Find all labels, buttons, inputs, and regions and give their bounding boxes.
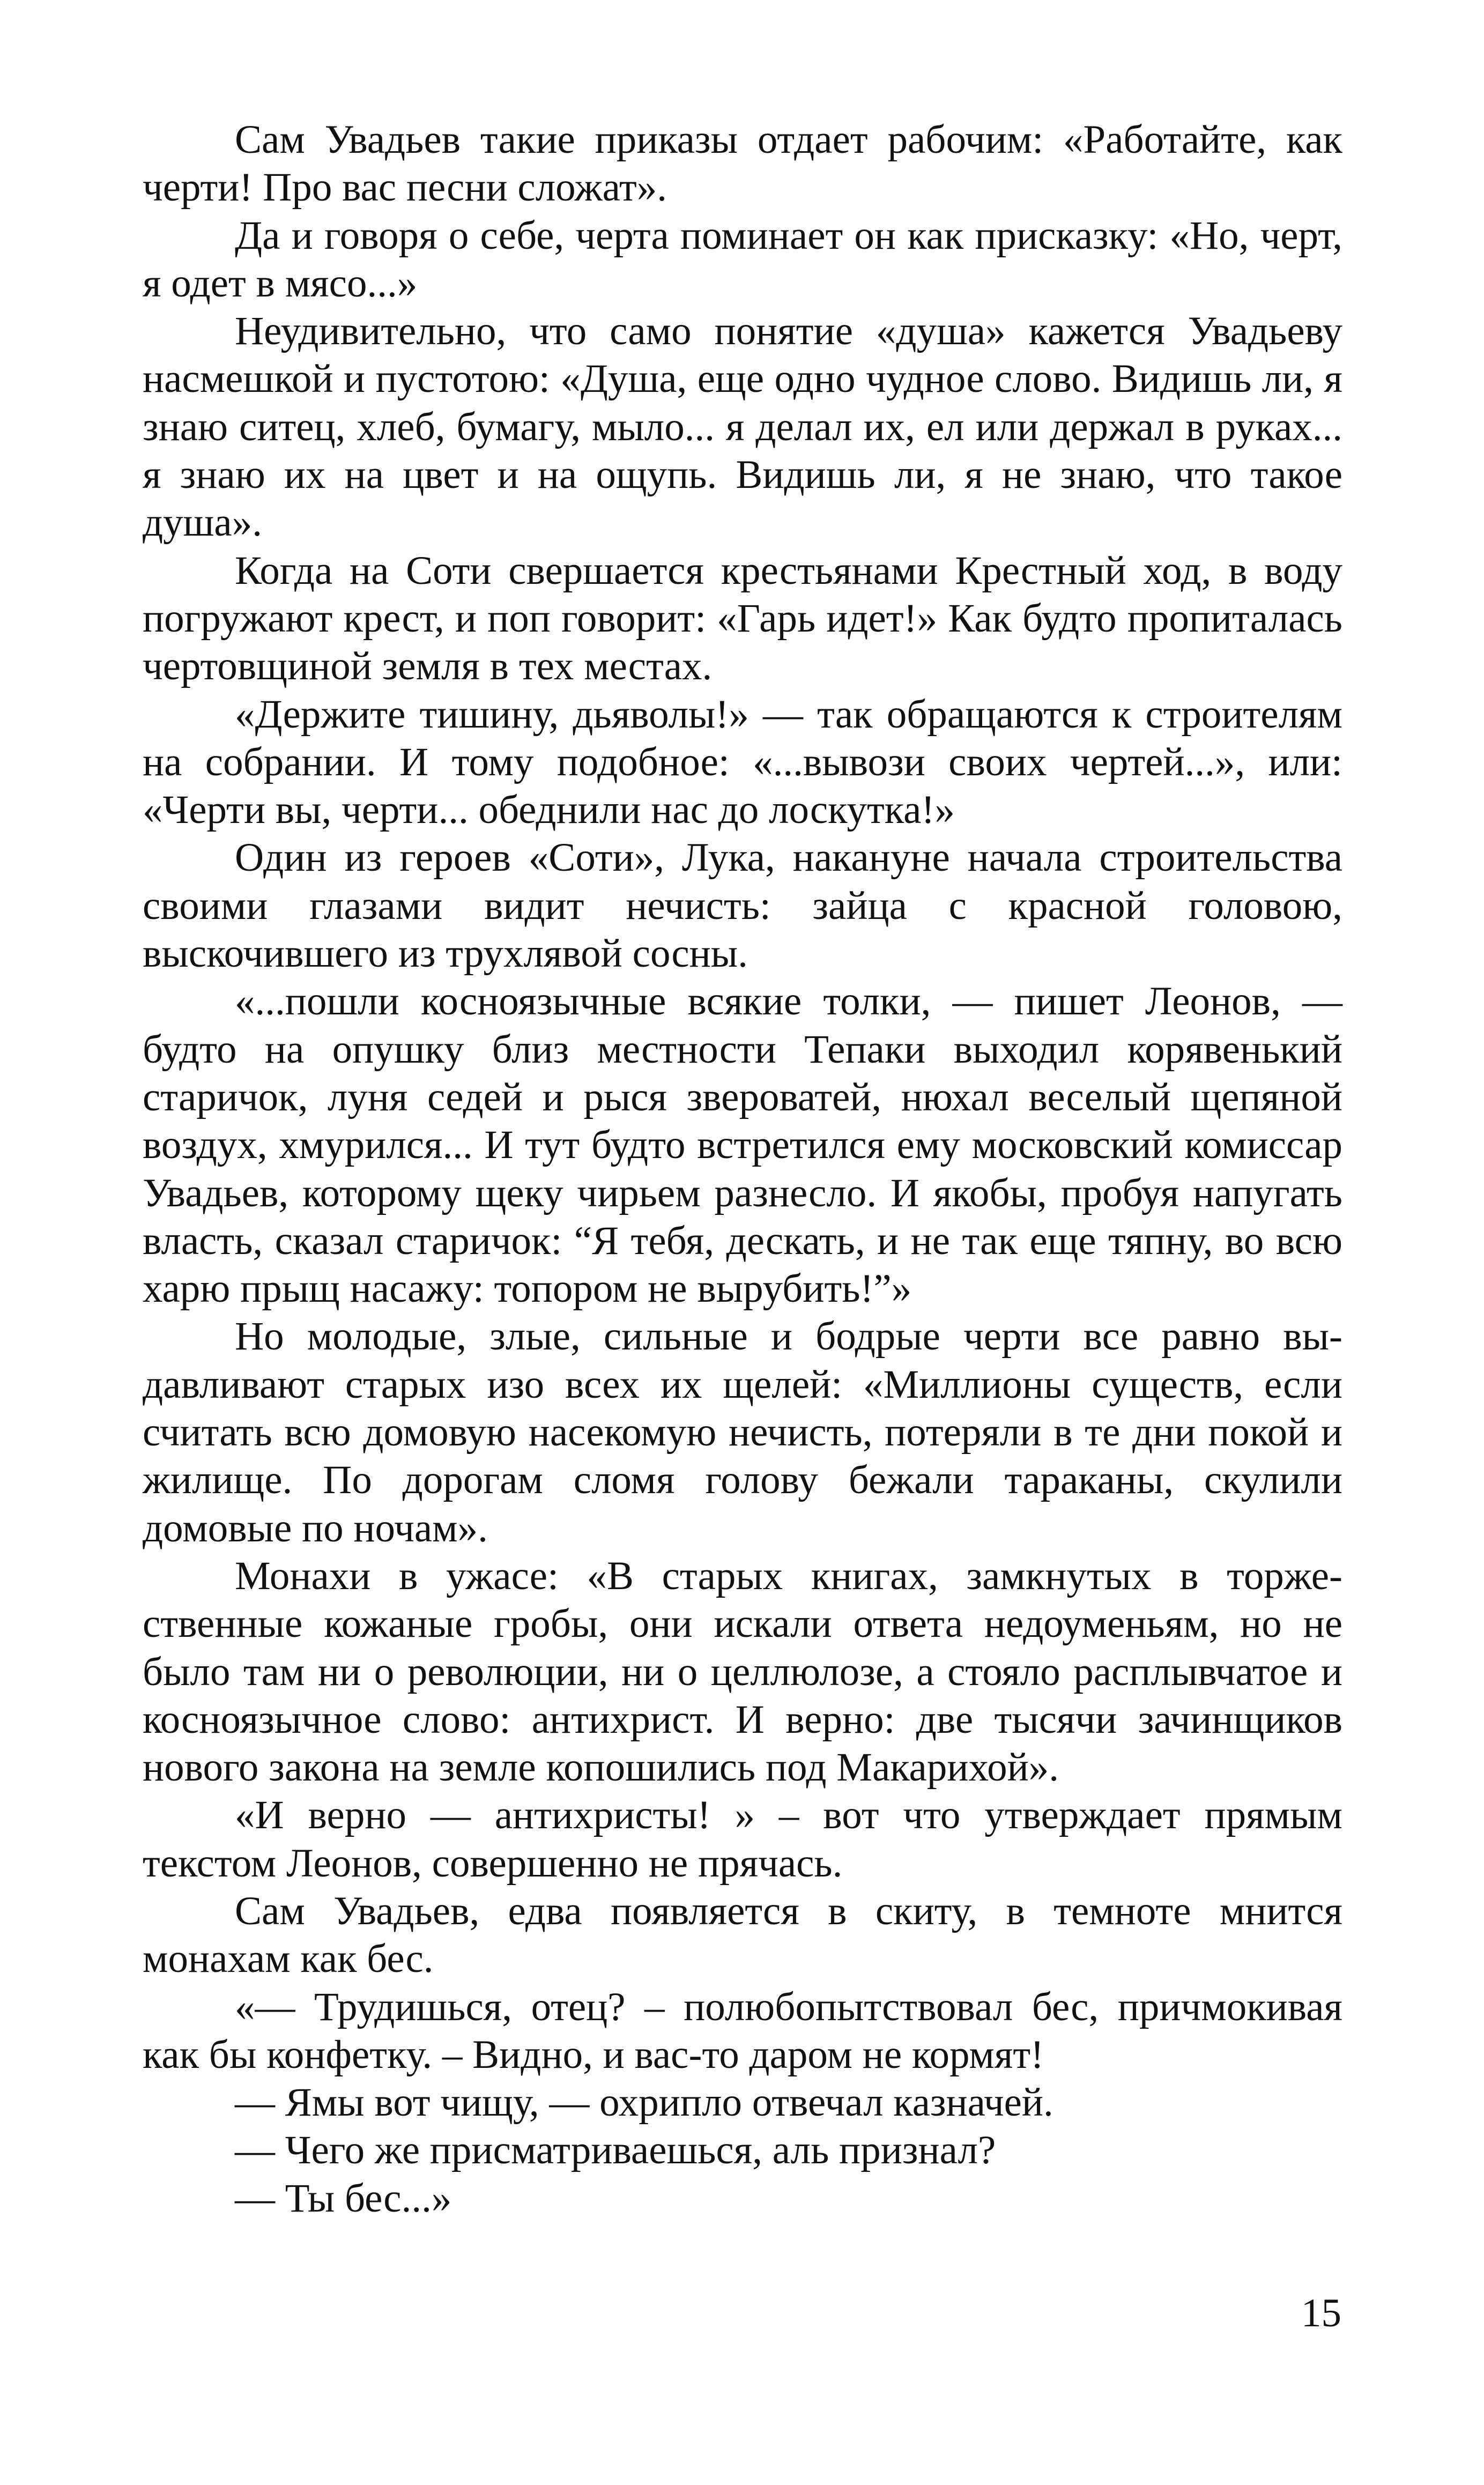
dialog-line: — Ты бес...» <box>235 2176 452 2221</box>
paragraph: Сам Увадьев, едва появляется в скиту, в темноте мнится монахам как бес. <box>143 1888 1342 1982</box>
paragraph: Один из героев «Соти», Лука, накануне начала строительства своими глазами видит нечисть: зайца с красной головою, выскочившего из трухлявой сосны. <box>143 835 1342 976</box>
paragraph: Неудивительно, что само понятие «душа» кажется Увадьеву насмешкой и пустотою: «Душа, еще одно чудное слово. Видишь ли, я знаю ситец, хлеб, бумагу, мыло... я делал их, ел или держал в руках... я знаю их на цвет и на ощупь. Видишь ли, я не знаю, что такое душа». <box>143 309 1342 545</box>
paragraph: Но молодые, злые, сильные и бодрые черти все равно выдавливают старых изо всех их щелей: «Миллионы существ, если считать всю домовую насекомую нечисть, потеряли в те дни покой и жилище. По дорогам сломя голову бежали тараканы, скулили домовые по ночам». <box>143 1314 1342 1551</box>
page-number: 15 <box>1301 2291 1341 2335</box>
paragraph: «...пошли косноязычные всякие толки, — пишет Леонов, — будто на опушку близ местности Тепаки выходил корявенький старичок, луня седей и рыся звероватей, нюхал веселый щепяной воздух, хмурился... И тут будто встретился ему московский комиссар Увадьев, которому щеку чирьем разнесло. И якобы, пробуя напугать власть, сказал старичок: “Я тебя, дескать, и не так еще тяпну, во всю харю прыщ насажу: топором не вырубить!”» <box>143 979 1342 1311</box>
paragraph: Когда на Соти свершается крестьянами Крестный ход, в воду погружают крест, и поп говорит: «Гарь идет!» Как будто пропиталась чертовщиной земля в тех местах. <box>143 548 1342 689</box>
paragraph: Сам Увадьев такие приказы отдает рабочим: «Работайте, как черти! Про вас песни сложат». <box>143 117 1342 210</box>
paragraph: «Держите тишину, дьяволы!» — так обращаются к строителям на собрании. И тому подобное: «...вывози своих чертей...», или: «Черти вы, черти... обеднили нас до лоскутка!» <box>143 692 1342 833</box>
paragraph: «И верно — антихристы! » – вот что утверждает прямым текстом Леонов, совершенно не прячась. <box>143 1793 1342 1886</box>
paragraph: Монахи в ужасе: «В старых книгах, замкнутых в торжественные кожаные гробы, они искали ответа недоуменьям, но не было там ни о революции, ни о целлюлозе, а стояло расплывчатое и косноязычное слово: антихрист. И верно: две тысячи зачинщиков нового закона на земле копошились под Макарихой». <box>143 1553 1342 1790</box>
body-text <box>143 116 1342 2222</box>
paragraph: Да и говоря о себе, черта поминает он как присказку: «Но, черт, я одет в мясо...» <box>143 213 1342 306</box>
dialog-line: — Ямы вот чищу, — охрипло отвечал казначей. <box>235 2080 1053 2125</box>
paragraph: «— Трудишься, отец? – полюбопытствовал бес, причмокивая как бы конфетку. – Видно, и вас-то даром не кормят! <box>143 1984 1342 2077</box>
dialog-line: — Чего же присматриваешься, аль признал? <box>235 2128 996 2173</box>
